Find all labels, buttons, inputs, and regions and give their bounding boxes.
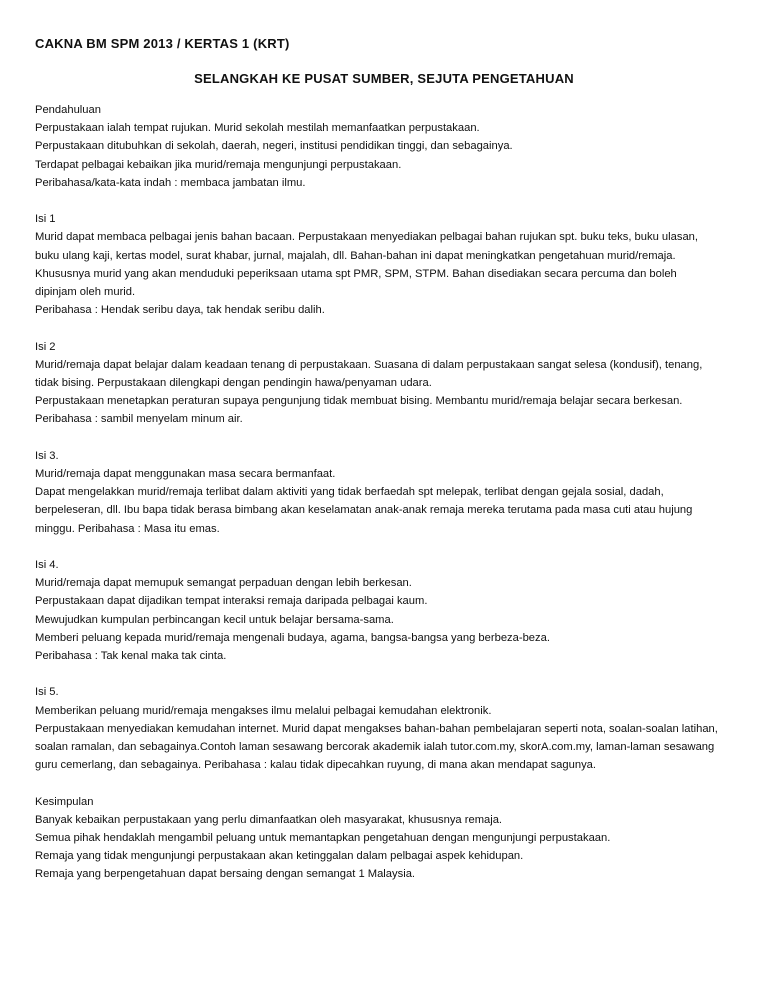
paragraph-line: Remaja yang berpengetahuan dapat bersaing dengan semangat 1 Malaysia. <box>35 868 416 881</box>
section-isi-3 <box>35 447 747 538</box>
section-heading: Kesimpulan <box>35 795 94 808</box>
paragraph-line: Murid/remaja dapat memupuk semangat perpaduan dengan lebih berkesan. <box>35 577 412 590</box>
paragraph-line: tidak bising. Perpustakaan dilengkapi dengan pendingin hawa/penyaman udara. <box>35 377 432 390</box>
section-pendahuluan <box>35 101 747 192</box>
paragraph-line: Mewujudkan kumpulan perbincangan kecil untuk belajar bersama-sama. <box>35 613 394 626</box>
paragraph-line: Peribahasa/kata-kata indah : membaca jambatan ilmu. <box>35 176 306 189</box>
section-isi-5 <box>35 683 747 774</box>
section-isi-2 <box>35 338 747 429</box>
paragraph-line: Remaja yang tidak mengunjungi perpustakaan akan ketinggalan dalam pelbagai aspek kehidupan. <box>35 850 524 863</box>
paragraph-line: Khususnya murid yang akan menduduki peperiksaan utama spt PMR, SPM, STPM. Bahan disediakan secara percuma dan boleh <box>35 267 677 280</box>
paragraph-line: Perpustakaan ialah tempat rujukan. Murid sekolah mestilah memanfaatkan perpustakaan. <box>35 122 480 135</box>
section-isi-1 <box>35 210 747 319</box>
paragraph-line: Memberikan peluang murid/remaja mengakses ilmu melalui pelbagai kemudahan elektronik. <box>35 704 492 717</box>
paragraph-line: Murid/remaja dapat menggunakan masa secara bermanfaat. <box>35 468 336 481</box>
section-kesimpulan <box>35 793 747 884</box>
paragraph-line: Peribahasa : Tak kenal maka tak cinta. <box>35 650 227 663</box>
paragraph-line: berpeleseran, dll. Ibu bapa tidak berasa bimbang akan keselamatan anak-anak remaja mereka terutama pada masa cuti atau hujung <box>35 504 693 517</box>
paragraph-line: Perpustakaan menyediakan kemudahan internet. Murid dapat mengakses bahan-bahan pembelajaran seperti nota, soalan-soalan latihan, <box>35 722 718 735</box>
document-body <box>35 101 747 902</box>
section-isi-4 <box>35 556 747 665</box>
paragraph-line: Peribahasa : Hendak seribu daya, tak hendak seribu dalih. <box>35 304 325 317</box>
paragraph-line: Perpustakaan dapat dijadikan tempat interaksi remaja daripada pelbagai kaum. <box>35 595 428 608</box>
paragraph-line: Terdapat pelbagai kebaikan jika murid/remaja mengunjungi perpustakaan. <box>35 158 402 171</box>
section-heading: Isi 3. <box>35 449 59 462</box>
paragraph-line: Peribahasa : sambil menyelam minum air. <box>35 413 243 426</box>
section-heading: Isi 4. <box>35 559 59 572</box>
section-heading: Isi 1 <box>35 213 56 226</box>
paragraph-line: Murid dapat membaca pelbagai jenis bahan bacaan. Perpustakaan menyediakan pelbagai bahan rujukan spt. buku teks, buku ulasan, <box>35 231 698 244</box>
paragraph-line: guru cemerlang, dan sebagainya. Peribahasa : kalau tidak dipecahkan ruyung, di mana akan mendapat sagunya. <box>35 759 596 772</box>
paragraph-line: dipinjam oleh murid. <box>35 286 136 299</box>
paragraph-line: Dapat mengelakkan murid/remaja terlibat dalam aktiviti yang tidak berfaedah spt melepak, terlibat dengan gejala sosial, dadah, <box>35 486 664 499</box>
paragraph-line: Semua pihak hendaklah mengambil peluang untuk memantapkan pengetahuan dengan mengunjungi perpustakaan. <box>35 832 611 845</box>
paragraph-line: buku ulang kaji, kertas model, surat khabar, jurnal, majalah, dll. Bahan-bahan ini dapat meningkatkan pengetahuan murid/remaja. <box>35 249 676 262</box>
section-heading: Isi 5. <box>35 686 59 699</box>
paragraph-line: Perpustakaan menetapkan peraturan supaya pengunjung tidak membuat bising. Membantu murid/remaja belajar secara berkesan. <box>35 395 683 408</box>
paragraph-line: Banyak kebaikan perpustakaan yang perlu dimanfaatkan oleh masyarakat, khususnya remaja. <box>35 813 503 826</box>
paragraph-line: minggu. Peribahasa : Masa itu emas. <box>35 522 220 535</box>
paragraph-line: soalan ramalan, dan sebagainya.Contoh laman sesawang bercorak akademik ialah tutor.com.my, skorA.com.my, laman-laman sesawang <box>35 741 715 754</box>
section-heading: Isi 2 <box>35 340 56 353</box>
paragraph-line: Perpustakaan ditubuhkan di sekolah, daerah, negeri, institusi pendidikan tinggi, dan sebagainya. <box>35 140 513 153</box>
section-heading: Pendahuluan <box>35 104 101 116</box>
document-title: SELANGKAH KE PUSAT SUMBER, SEJUTA PENGETAHUAN <box>194 71 574 86</box>
paragraph-line: Memberi peluang kepada murid/remaja mengenali budaya, agama, bangsa-bangsa yang berbeza-beza. <box>35 631 550 644</box>
document-header: CAKNA BM SPM 2013 / KERTAS 1 (KRT) <box>35 36 290 51</box>
paragraph-line: Murid/remaja dapat belajar dalam keadaan tenang di perpustakaan. Suasana di dalam perpustakaan sangat selesa (kondusif), tenang, <box>35 358 703 371</box>
